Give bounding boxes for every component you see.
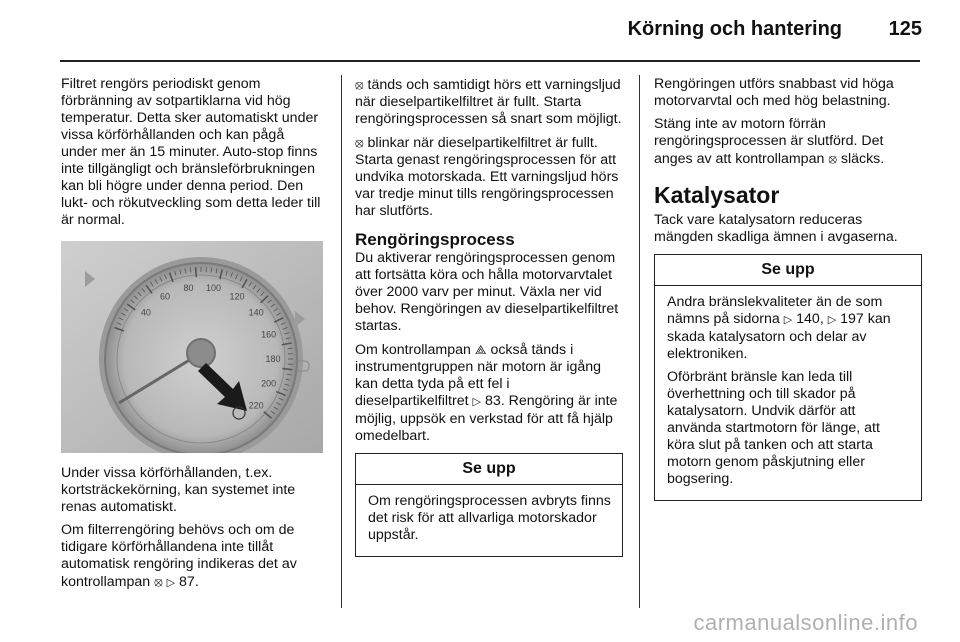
cross-reference-triangle-icon: ▷ [783, 314, 793, 326]
gauge-label: 180 [265, 354, 281, 364]
column-divider [341, 75, 342, 608]
dpf-warning-icon: ⦻ [355, 77, 364, 92]
gauge-hub [187, 339, 215, 367]
caution-box [355, 453, 623, 557]
paragraph: Tack vare katalysatorn reduceras mängden skadliga ämnen i avgaserna. [654, 212, 898, 245]
dpf-warning-icon: ⦻ [828, 151, 837, 166]
watermark: carmanualsonline.info [693, 610, 918, 635]
dpf-warning-icon: ⦻ [154, 574, 163, 589]
speedometer-illustration [61, 241, 323, 453]
gauge-label: 200 [261, 378, 277, 389]
column-1 [61, 76, 323, 598]
paragraph: Filtret rengörs periodiskt genom förbränning av sotpartiklarna vid hög temperatur. Detta sker automatiskt under vissa körförhållanden och kan pågå under mer än 15 minuter. Auto-stop finns inte tillgängligt och bränsleförbrukningen kan bli högre under denna period. Den lukt- och rökutveckling som detta leder till är normal. [61, 76, 321, 228]
cross-reference-triangle-icon: ▷ [472, 396, 481, 408]
caution-text: Oförbränt bränsle kan leda till överhettning och till skador på katalysatorn. Undvik därför att använda startmotorn för länge, att köra slut på tanken och att starta motorn genom påskjutning eller bogsering. [667, 369, 880, 487]
page-header-title: Körning och hantering [627, 18, 842, 40]
section-heading: Katalysator [654, 182, 780, 208]
caution-box [654, 254, 922, 501]
gauge-label: 80 [183, 283, 194, 294]
paragraph: ⦻ tänds och samtidigt hörs ett varningsljud när dieselpartikelfiltret är fullt. Starta rengöringsprocessen så snart som möjligt. [355, 77, 622, 127]
caution-title: Se upp [655, 255, 921, 286]
column-2 [355, 76, 623, 557]
gauge-label: 160 [261, 329, 277, 340]
cross-reference-triangle-icon: ▷ [166, 577, 176, 589]
paragraph: Stäng inte av motorn förrän rengöringsprocessen är slutförd. Det anges av att kontrollampan ⦻ släcks. [654, 116, 885, 167]
page-number: 125 [888, 18, 922, 40]
section-heading: Rengöringsprocess [355, 230, 515, 249]
paragraph: Om filterrengöring behövs och om de tidigare körförhållandena inte tillåt automatisk rengöring indikeras det av kontrollampan ⦻ ▷ 87. [61, 522, 297, 590]
column-3 [654, 76, 922, 501]
page-reference-link[interactable]: 83. Rengöring är inte möjlig, uppsök en verkstad för att få hjälp omedelbart. [355, 393, 618, 444]
instrument-cluster-figure [61, 241, 323, 453]
gauge-label: 100 [205, 283, 222, 294]
paragraph: Om kontrollampan ⟁ också tänds i instrumentgruppen när motorn är igång kan detta tyda på ett fel i dieselpartikelfiltret ▷ 83. Rengöring är inte möjlig, uppsök en verkstad för att få hjälp omedelbart. [355, 342, 618, 444]
page-reference-link[interactable]: 87. [179, 574, 199, 590]
caution-text: Om rengöringsprocessen avbryts finns det risk för att allvarliga motorskador uppstår. [368, 493, 611, 543]
cross-reference-triangle-icon: ▷ [827, 314, 837, 326]
gauge-tick [196, 267, 197, 277]
check-engine-icon: ⟁ [474, 342, 487, 357]
gauge-label: 120 [229, 291, 245, 302]
paragraph: Du aktiverar rengöringsprocessen genom att fortsätta köra och hålla motorvarvtalet över 2000 varv per minut. Växla ner vid behov. Rengöringen av dieselpartikelfiltret startas. [355, 250, 619, 334]
gauge-label: 220 [248, 400, 264, 411]
caution-text: Andra bränslekvaliteter än de som nämns på sidorna ▷ 140, ▷ 197 kan skada katalysatorn och delar av elektroniken. [667, 294, 891, 362]
gauge-label: 140 [248, 307, 264, 318]
header-rule [60, 60, 920, 62]
page-reference-link[interactable]: 140, [796, 311, 824, 327]
paragraph: ⦻ blinkar när dieselpartikelfiltret är fullt. Starta genast rengöringsprocessen för att undvika motorskada. Ett varningsljud hörs var tredje minut tills rengöringsprocessen har slutförts. [355, 135, 619, 219]
paragraph: Rengöringen utförs snabbast vid höga motorvarvtal och med hög belastning. [654, 76, 894, 109]
gauge-label: 60 [159, 291, 171, 302]
column-divider [639, 75, 640, 608]
paragraph: Under vissa körförhållanden, t.ex. kortsträckekörning, kan systemet inte renas automatiskt. [61, 465, 296, 515]
gauge-label: 40 [140, 307, 151, 318]
caution-title: Se upp [356, 454, 622, 485]
dpf-warning-icon: ⦻ [355, 135, 364, 150]
